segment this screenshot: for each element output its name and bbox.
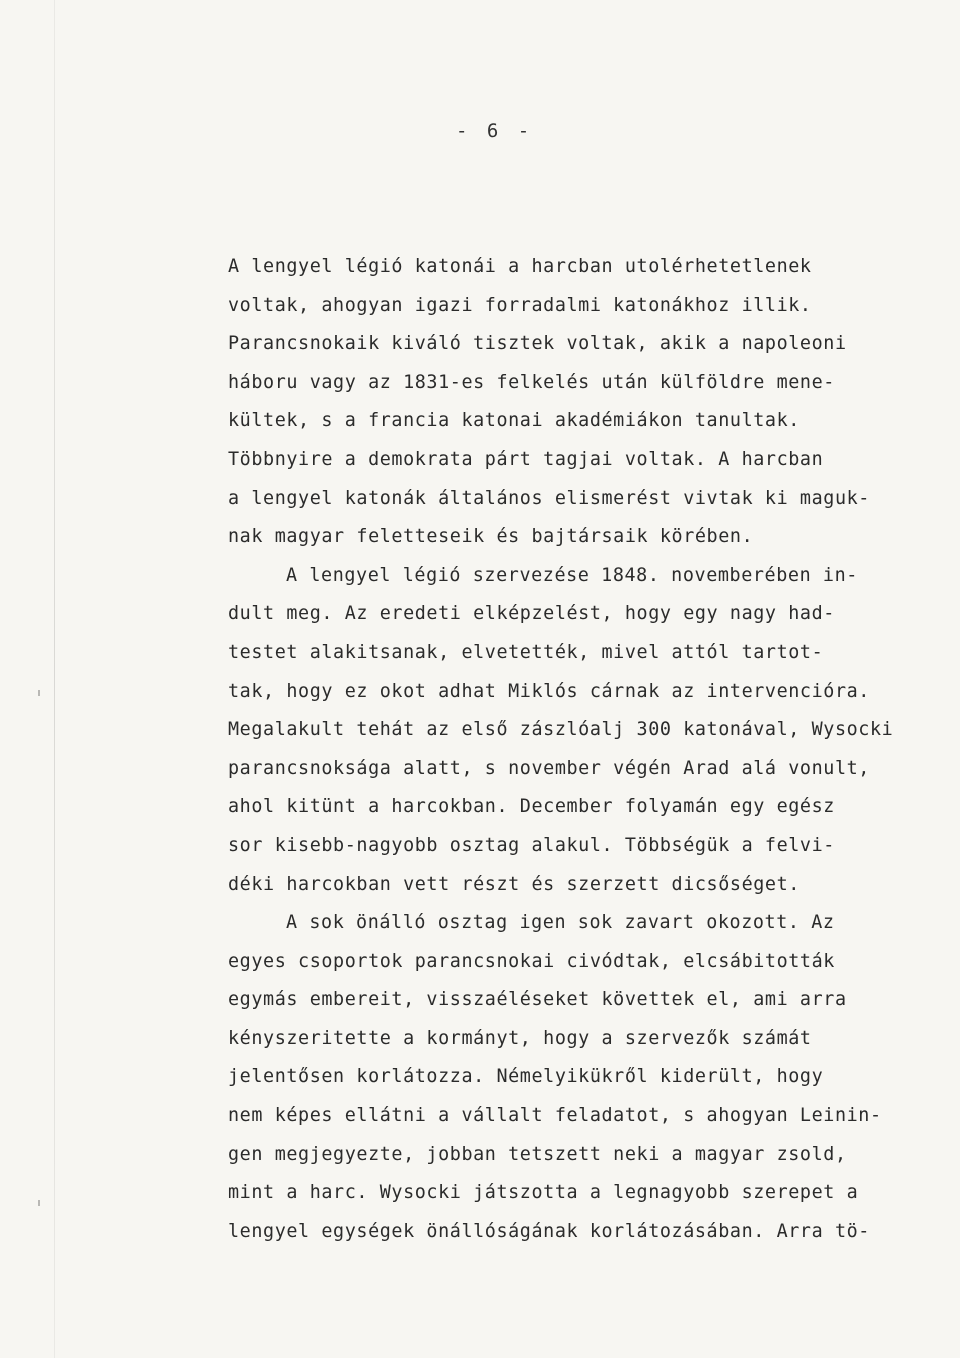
text-line: tak, hogy ez okot adhat Miklós cárnak az intervencióra. [228, 680, 870, 702]
text-line: háboru vagy az 1831-es felkelés után külföldre mene- [228, 371, 835, 393]
text-line: kültek, s a francia katonai akadémiákon tanultak. [228, 410, 800, 432]
body-text [228, 248, 928, 1251]
text-line: A lengyel légió katonái a harcban utolérhetetlenek [228, 256, 812, 277]
text-line: sor kisebb-nagyobb osztag alakul. Többségük a felvi- [228, 834, 835, 856]
text-line: Megalakult tehát az első zászlóalj 300 katonával, Wysocki [228, 719, 894, 741]
text-line: ahol kitünt a harcokban. December folyamán egy egész [228, 796, 835, 818]
text-line: voltak, ahogyan igazi forradalmi katonákhoz illik. [228, 294, 812, 316]
text-line: nem képes ellátni a vállalt feladatot, s ahogyan Leinin- [228, 1105, 882, 1127]
text-line: Többnyire a demokrata párt tagjai voltak. A harcban [228, 448, 824, 470]
text-line: kényszeritette a kormányt, hogy a szervezők számát [228, 1027, 812, 1049]
scan-mark [38, 1200, 40, 1206]
text-line: a lengyel katonák általános elismerést vivtak ki maguk- [228, 487, 870, 509]
text-line: egymás embereit, visszaéléseket követtek el, ami arra [228, 989, 847, 1011]
text-line: mint a harc. Wysocki játszotta a legnagyobb szerepet a [228, 1182, 859, 1204]
text-line: dult meg. Az eredeti elképzelést, hogy egy nagy had- [228, 603, 835, 625]
paragraph-start-line: A sok önálló osztag igen sok zavart okozott. Az [286, 912, 835, 934]
scan-mark [38, 690, 40, 696]
text-line: egyes csoportok parancsnokai civódtak, elcsábitották [228, 950, 835, 972]
text-line: nak magyar feletteseik és bajtársaik körében. [228, 526, 754, 548]
page-number: - 6 - [456, 120, 534, 142]
text-line: Parancsnokaik kiváló tisztek voltak, akik a napoleoni [228, 333, 847, 355]
text-line: gen megjegyezte, jobban tetszett neki a magyar zsold, [228, 1143, 847, 1165]
text-line: lengyel egységek önállóságának korlátozásában. Arra tö- [228, 1220, 870, 1242]
text-line: parancsnoksága alatt, s november végén Arad alá vonult, [228, 757, 870, 779]
text-line: déki harcokban vett részt és szerzett dicsőséget. [228, 873, 800, 895]
text-line: jelentősen korlátozza. Némelyikükről kiderült, hogy [228, 1066, 824, 1088]
page-edge-shadow [54, 0, 55, 1358]
paragraph-start-line: A lengyel légió szervezése 1848. novemberében in- [286, 564, 858, 586]
text-line: testet alakitsanak, elvetették, mivel attól tartot- [228, 641, 824, 663]
